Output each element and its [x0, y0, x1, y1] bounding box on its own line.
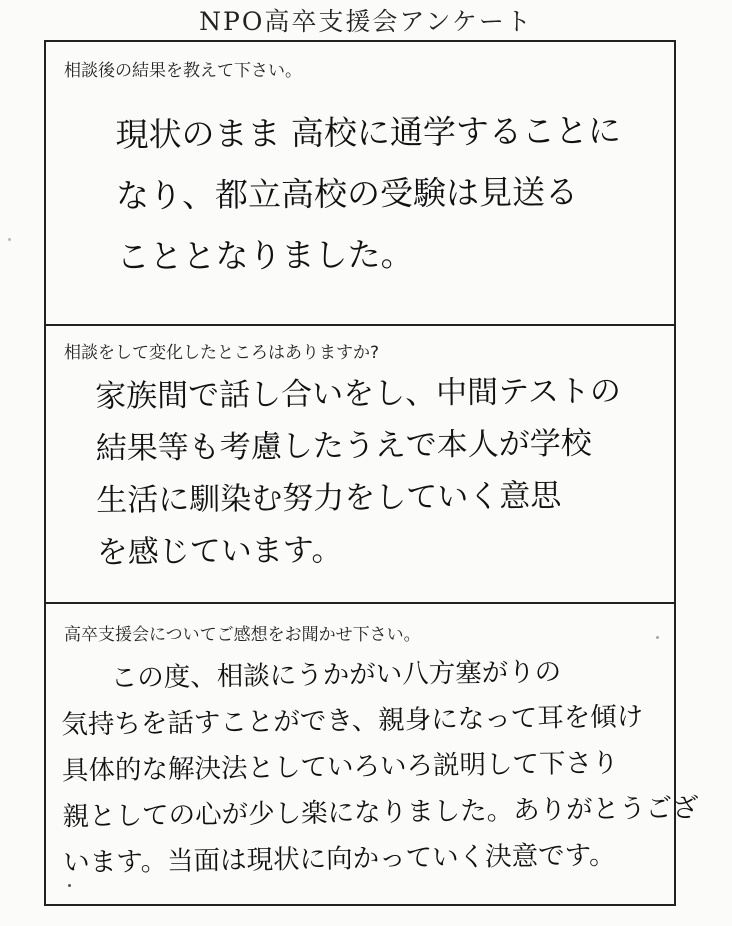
section-result: [46, 42, 674, 326]
scan-speck: [8, 238, 11, 241]
answer-line: 具体的な解決法としていろいろ説明して下さり: [61, 747, 619, 787]
answer-result: [115, 100, 622, 287]
question-impressions: 高卒支援会についてご感想をお聞かせ下さい。: [64, 625, 421, 645]
scan-speck: [68, 884, 71, 887]
answer-line: 親としての心が少し楽になりました。ありがとうござ: [62, 792, 699, 833]
answer-line: 結果等も考慮したうえで本人が学校: [95, 425, 592, 467]
answer-line: います。当面は現状に向かっていく決意です。: [63, 839, 616, 879]
scan-speck: [656, 636, 659, 639]
answer-line: この度、相談にうかがい八方塞がりの: [110, 656, 562, 694]
question-change: 相談をして変化したところはありますか?: [64, 343, 380, 363]
answer-line: を感じています。: [96, 532, 343, 571]
answer-line: 気持ちを話すことができ、親身になって耳を傾け: [61, 701, 644, 741]
answer-line: 家族間で話し合いをし、中間テストの: [95, 373, 622, 415]
answer-line: こととなりました。: [116, 234, 414, 277]
answer-line: なり、都立高校の受験は見送る: [115, 172, 579, 216]
section-impressions: [46, 604, 699, 906]
section-change: [46, 326, 674, 604]
answer-change: [95, 365, 623, 578]
page-title: NPO高卒支援会アンケート: [199, 7, 533, 36]
answer-line: 生活に馴染む努力をしていく意思: [96, 477, 562, 519]
survey-form: [44, 40, 699, 906]
answer-impressions: [60, 648, 699, 887]
question-result: 相談後の結果を教えて下さい。: [64, 61, 302, 81]
answer-line: 現状のまま 高校に通学することに: [115, 110, 622, 155]
